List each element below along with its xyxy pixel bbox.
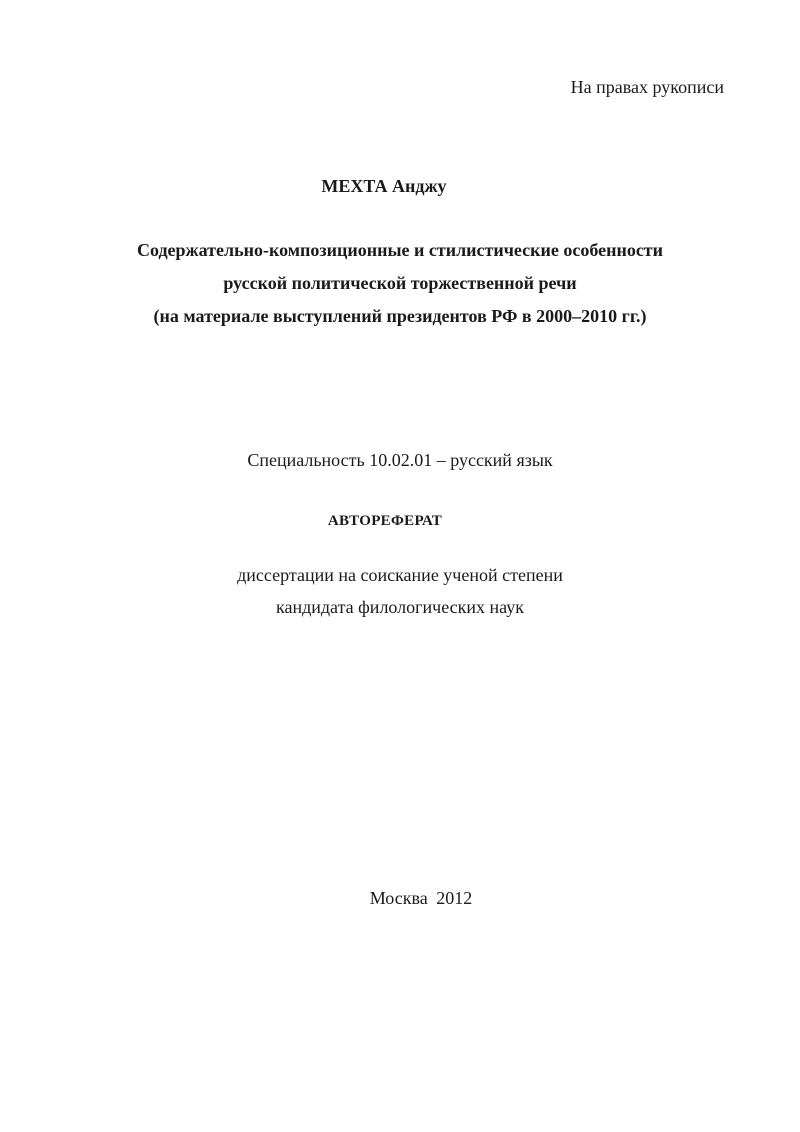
author-name: МЕХТА Анджу: [321, 176, 447, 196]
dissertation-title-line-2: русской политической торжественной речи: [223, 273, 577, 293]
document-type: АВТОРЕФЕРАТ: [327, 513, 443, 529]
manuscript-note: На правах рукописи: [570, 77, 724, 97]
specialty-line: Специальность 10.02.01 – русский язык: [247, 450, 553, 470]
degree-purpose-line-1: диссертации на соискание ученой степени: [237, 565, 563, 585]
degree-purpose-line-2: кандидата филологических наук: [276, 597, 524, 617]
dissertation-title-line-1: Содержательно-композиционные и стилистические особенности: [136, 240, 664, 260]
dissertation-title-line-3: (на материале выступлений президентов РФ в 2000–2010 гг.): [153, 306, 647, 326]
place-and-year: Москва 2012: [369, 888, 473, 908]
